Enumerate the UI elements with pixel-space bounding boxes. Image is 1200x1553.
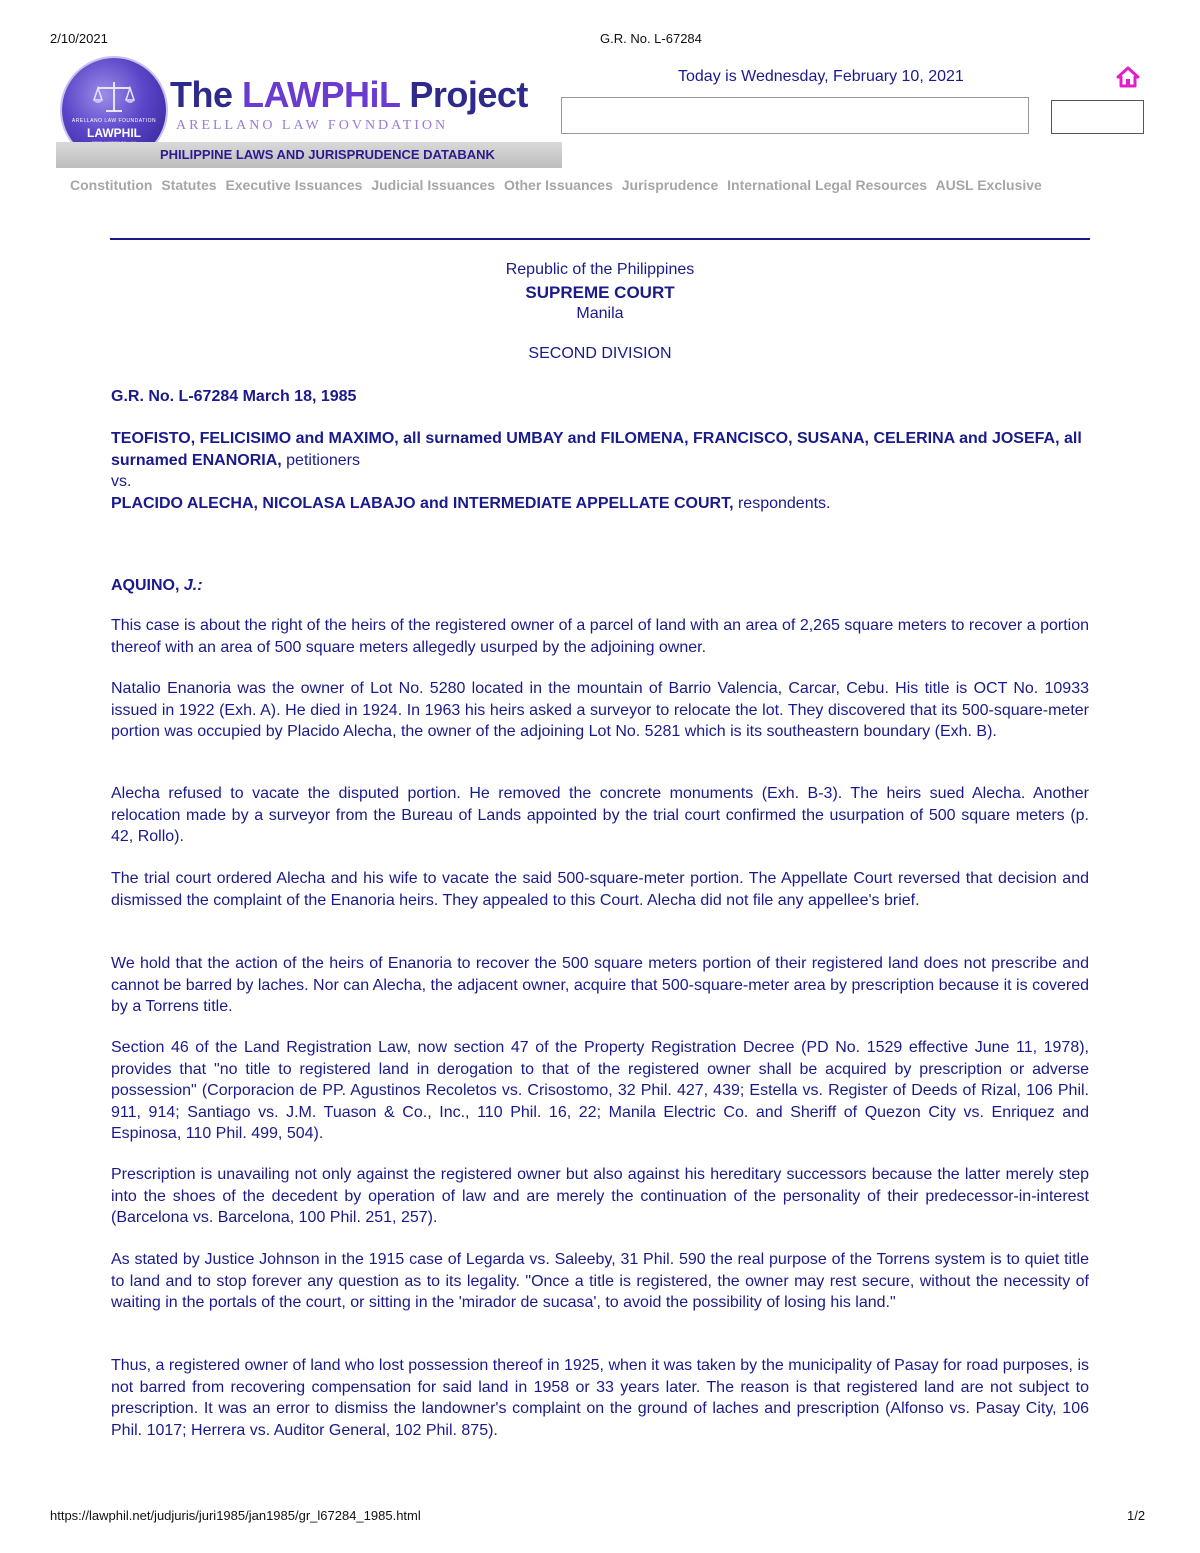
paragraph-9: Thus, a registered owner of land who lost possession thereof in 1925, when it was taken by the municipality of Pasay for road purposes, is not barred from recovering compensation for said land in 1958 or 33 years later. The reason is that registered land are not subject to prescription. It was an error to dismiss the landowner's complaint on the ground of laches and prescription (Alfonso vs. Pasay City, 106 Phil. 1017; Herrera vs. Auditor General, 102 Phil. 875).: [111, 1357, 1089, 1439]
division-heading: SECOND DIVISION: [528, 345, 672, 362]
petitioners: TEOFISTO, FELICISIMO and MAXIMO, all surnamed UMBAY and FILOMENA, FRANCISCO, SUSANA, CELERINA and JOSEFA, all surnamed ENANORIA, petitioners: [111, 430, 1082, 469]
nav-ausl-exclusive[interactable]: AUSL Exclusive: [935, 177, 1042, 193]
paragraph-8: As stated by Justice Johnson in the 1915 case of Legarda vs. Saleeby, 31 Phil. 590 the real purpose of the Torrens system is to quiet title to land and to stop forever any question as to its legality. "Once a title is registered, the owner may rest secure, without the necessity of waiting in the portals of the court, or sitting in the 'mirador de sucasa', to avoid the possibility of losing his land.": [111, 1251, 1089, 1312]
court-city: Manila: [576, 305, 624, 322]
paragraph-5: We hold that the action of the heirs of Enanoria to recover the 500 square meters portion of their registered land does not prescribe and cannot be barred by laches. Nor can Alecha, the adjacent owner, acquire that 500-square-meter area by prescription because it is covered by a Torrens title.: [111, 955, 1089, 1016]
respondents: PLACIDO ALECHA, NICOLASA LABAJO and INTERMEDIATE APPELLATE COURT, respondents.: [111, 494, 831, 512]
site-title: The LAWPHiL Project: [170, 74, 528, 115]
nav-jurisprudence[interactable]: Jurisprudence: [621, 177, 719, 193]
scales-of-justice-icon: [92, 80, 136, 114]
nav-other-issuances[interactable]: Other Issuances: [503, 177, 613, 193]
versus: vs.: [111, 473, 132, 491]
site-banner: PHILIPPINE LAWS AND JURISPRUDENCE DATABANK: [56, 142, 562, 168]
site-logo[interactable]: [56, 58, 562, 170]
today-date: Today is Wednesday, February 10, 2021: [678, 68, 964, 85]
seal-text: LAWPHIL: [87, 126, 141, 140]
case-number: G.R. No. L-67284 March 18, 1985: [111, 388, 357, 405]
court-name: SUPREME COURT: [525, 283, 675, 302]
paragraph-1: This case is about the right of the heirs of the registered owner of a parcel of land with an area of 2,265 square meters to recover a portion thereof with an area of 500 square meters allegedly usurped by the adjoining owner.: [111, 617, 1089, 656]
paragraph-2: Natalio Enanoria was the owner of Lot No. 5280 located in the mountain of Barrio Valencia, Carcar, Cebu. His title is OCT No. 10933 issued in 1922 (Exh. A). He died in 1924. In 1963 his heirs asked a surveyor to relocate the lot. They discovered that its 500-square-meter portion was occupied by Placido Alecha, the owner of the adjoining Lot No. 5281 which is its southeastern boundary (Exh. B).: [111, 680, 1089, 741]
paragraph-3: Alecha refused to vacate the disputed portion. He removed the concrete monuments (Exh. B-3). The heirs sued Alecha. Another relocation made by a surveyor from the Bureau of Lands appointed by the trial court confirmed the usurpation of 500 square meters (p. 42, Rollo).: [111, 785, 1089, 846]
paragraph-7: Prescription is unavailing not only against the registered owner but also against his hereditary successors because the latter merely step into the shoes of the decedent by operation of law and are merely the continuation of the personality of their predecessor-in-interest (Barcelona vs. Barcelona, 100 Phil. 251, 257).: [111, 1166, 1089, 1227]
paragraph-6: Section 46 of the Land Registration Law, now section 47 of the Property Registration Decree (PD No. 1529 effective June 11, 1978), provides that "no title to registered land in derogation to that of the registered owner shall be acquired by prescription or adverse possession" (Corporacion de PP. Agustinos Recoletos vs. Crisostomo, 32 Phil. 427, 439; Estella vs. Register of Deeds of Rizal, 106 Phil. 911, 914; Santiago vs. J.M. Tuason & Co., Inc., 110 Phil. 16, 22; Manila Electric Co. and Sheriff of Quezon City vs. Enriquez and Espinosa, 110 Phil. 499, 504).: [111, 1039, 1089, 1143]
site-subtitle: ARELLANO LAW FOVNDATION: [176, 118, 449, 133]
home-icon[interactable]: [1116, 66, 1140, 88]
main-nav: [70, 177, 1047, 193]
search-button[interactable]: [1051, 100, 1144, 134]
nav-international-legal-resources[interactable]: International Legal Resources: [727, 177, 928, 193]
header-divider: [110, 238, 1090, 240]
print-url: https://lawphil.net/judjuris/juri1985/jan1985/gr_l67284_1985.html: [50, 1508, 421, 1523]
nav-judicial-issuances[interactable]: Judicial Issuances: [371, 177, 496, 193]
republic-heading: Republic of the Philippines: [505, 261, 695, 278]
ponente: AQUINO, J.:: [111, 577, 203, 594]
nav-constitution[interactable]: Constitution: [70, 177, 153, 193]
nav-executive-issuances[interactable]: Executive Issuances: [225, 177, 363, 193]
nav-statutes[interactable]: Statutes: [161, 177, 217, 193]
print-date: 2/10/2021: [50, 31, 108, 46]
lawphil-seal-icon: ARELLANO LAW FOUNDATION LAWPHIL: [62, 58, 166, 162]
print-page-number: 1/2: [1127, 1508, 1146, 1523]
print-title: G.R. No. L-67284: [600, 31, 702, 46]
case-parties: [111, 428, 1089, 514]
paragraph-4: The trial court ordered Alecha and his wife to vacate the said 500-square-meter portion. The Appellate Court reversed that decision and dismissed the complaint of the Enanoria heirs. They appealed to this Court. Alecha did not file any appellee's brief.: [111, 870, 1089, 909]
search-input[interactable]: [561, 97, 1029, 134]
